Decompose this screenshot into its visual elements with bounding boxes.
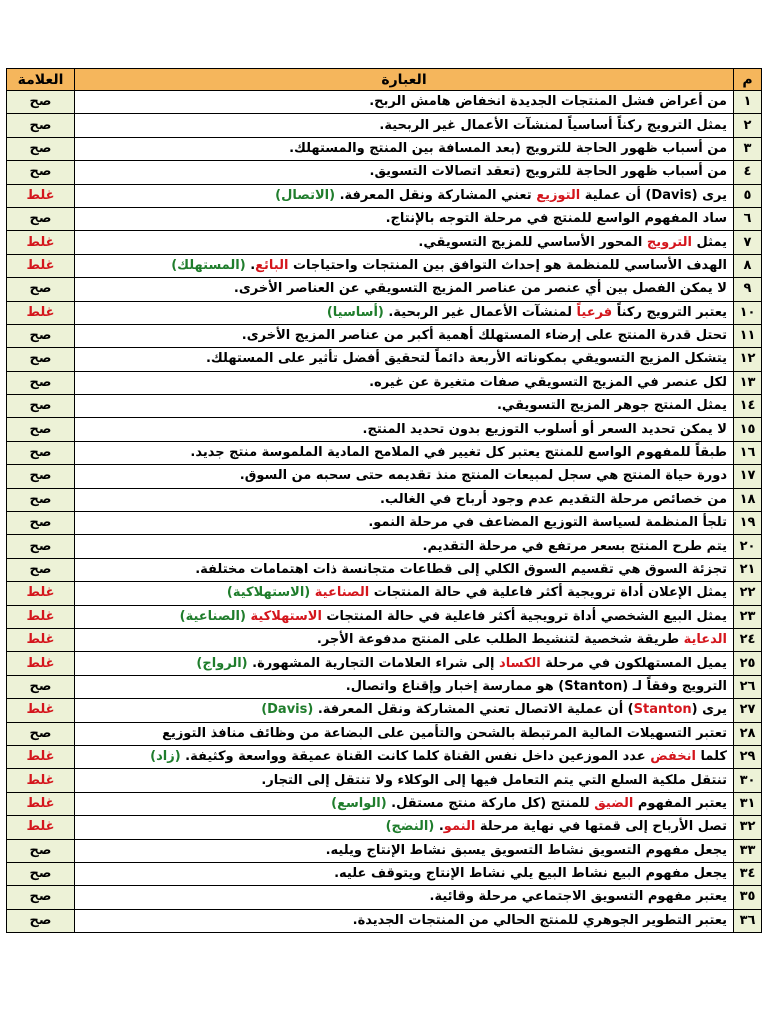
table-row: [7, 699, 762, 722]
row-statement: [75, 395, 734, 418]
table-row: [7, 745, 762, 768]
row-mark: صح: [7, 722, 75, 745]
statement-text: يرى (Davis) أن عملية: [580, 187, 727, 203]
table-row: [7, 301, 762, 324]
wrong-term: الصناعية: [314, 585, 370, 601]
row-statement: [75, 231, 734, 254]
row-number: ٢٦: [734, 675, 762, 698]
row-mark: غلط: [7, 582, 75, 605]
row-number: ٤: [734, 161, 762, 184]
row-number: ٣٤: [734, 862, 762, 885]
row-mark: صح: [7, 862, 75, 885]
table-row: [7, 886, 762, 909]
row-statement: [75, 348, 734, 371]
row-statement: [75, 91, 734, 114]
statement-text: إلى شراء العلامات التجارية المشهورة.: [247, 655, 500, 671]
statement-text: تصل الأرباح إلى قمتها في نهاية مرحلة: [475, 819, 727, 835]
row-number: ١٣: [734, 371, 762, 394]
correction-term: (الواسع): [331, 795, 387, 811]
table-row: [7, 418, 762, 441]
row-mark: غلط: [7, 184, 75, 207]
statement-text: طبقاً للمفهوم الواسع للمنتج يعتبر كل تغيير في الملامح المادية الملموسة منتج جديد.: [190, 445, 727, 461]
table-row: [7, 816, 762, 839]
row-statement: [75, 582, 734, 605]
correction-term: (الرواج): [196, 655, 248, 671]
statement-text: يعتبر مفهوم التسويق الاجتماعي مرحلة وقائية.: [429, 889, 727, 905]
table-row: [7, 114, 762, 137]
table-row: [7, 722, 762, 745]
correction-term: (Davis): [261, 702, 314, 718]
statement-text: يتشكل المزيج التسويقي بمكوناته الأربعة دائماً لتحقيق أفضل تأثير على المستهلك.: [205, 351, 727, 367]
row-number: ٢: [734, 114, 762, 137]
row-mark: صح: [7, 512, 75, 535]
row-statement: [75, 161, 734, 184]
correction-term: (زاد): [150, 749, 181, 765]
statement-text: تنتقل ملكية السلع التي يتم التعامل فيها إلى الوكلاء ولا تنتقل إلى التجار.: [261, 772, 727, 788]
row-statement: [75, 699, 734, 722]
row-statement: [75, 722, 734, 745]
table-row: [7, 769, 762, 792]
row-number: ٢١: [734, 558, 762, 581]
row-mark: صح: [7, 137, 75, 160]
row-statement: [75, 862, 734, 885]
wrong-term: الضيق: [594, 795, 634, 811]
statement-text: يميل المستهلكون في مرحلة: [540, 655, 727, 671]
statement-text: الهدف الأساسي للمنظمة هو إحداث التوافق بين المنتجات واحتياجات: [288, 257, 727, 273]
table-row: [7, 184, 762, 207]
table-header: [7, 69, 762, 91]
row-statement: [75, 324, 734, 347]
row-number: ٩: [734, 278, 762, 301]
correction-term: (المستهلك): [171, 257, 246, 273]
row-mark: غلط: [7, 745, 75, 768]
table-row: [7, 512, 762, 535]
row-statement: [75, 301, 734, 324]
table-row: [7, 465, 762, 488]
row-number: ٣٣: [734, 839, 762, 862]
row-mark: صح: [7, 488, 75, 511]
row-mark: صح: [7, 675, 75, 698]
row-mark: غلط: [7, 792, 75, 815]
statement-text: لمنشآت الأعمال غير الربحية.: [383, 304, 577, 320]
statement-text: يتم طرح المنتج بسعر مرتفع في مرحلة التقديم.: [422, 538, 727, 554]
row-statement: [75, 137, 734, 160]
correction-term: (الاتصال): [275, 187, 336, 203]
row-number: ١٩: [734, 512, 762, 535]
row-number: ١٧: [734, 465, 762, 488]
table-row: [7, 161, 762, 184]
statement-text: تعتبر التسهيلات المالية المرتبطة بالشحن والتأمين على البضاعة من وظائف منافذ التوزيع: [162, 725, 727, 741]
row-mark: صح: [7, 324, 75, 347]
answer-key-sheet: [6, 68, 762, 933]
table-row: [7, 231, 762, 254]
wrong-term: النمو: [443, 819, 476, 835]
row-number: ١٨: [734, 488, 762, 511]
row-statement: [75, 184, 734, 207]
row-number: ١٢: [734, 348, 762, 371]
row-mark: صح: [7, 278, 75, 301]
table-row: [7, 348, 762, 371]
table-row: [7, 488, 762, 511]
row-number: ٢٠: [734, 535, 762, 558]
statement-text: ) أن عملية الاتصال تعني المشاركة ونقل المعرفة.: [313, 702, 634, 718]
header-mark: العلامة: [7, 69, 75, 91]
row-number: ٥: [734, 184, 762, 207]
table-row: [7, 254, 762, 277]
statement-text: لا يمكن الفصل بين أي عنصر من عناصر المزيج التسويقي عن العناصر الأخرى.: [233, 281, 727, 297]
statement-text: كلما: [696, 749, 727, 765]
wrong-term: انخفض: [650, 749, 696, 765]
row-mark: صح: [7, 371, 75, 394]
row-statement: [75, 254, 734, 277]
row-statement: [75, 605, 734, 628]
table-row: [7, 558, 762, 581]
row-statement: [75, 207, 734, 230]
row-mark: صح: [7, 535, 75, 558]
row-mark: صح: [7, 91, 75, 114]
row-statement: [75, 512, 734, 535]
statement-text: يمثل الترويج ركناً أساسياً لمنشآت الأعمال غير الربحية.: [379, 117, 727, 133]
row-number: ٣١: [734, 792, 762, 815]
statement-text: من أسباب ظهور الحاجة للترويج (تعقد اتصالات التسويق.: [369, 164, 727, 180]
row-statement: [75, 371, 734, 394]
row-mark: غلط: [7, 301, 75, 324]
statement-text: عدد الموزعين داخل نفس القناة كلما كانت القناة عميقة وواسعة وكثيفة.: [180, 749, 651, 765]
row-number: ٢٥: [734, 652, 762, 675]
row-statement: [75, 652, 734, 675]
row-number: ٢٨: [734, 722, 762, 745]
row-mark: غلط: [7, 628, 75, 651]
statement-text: طريقة شخصية لتنشيط الطلب على المنتج مدفوعة الأجر.: [316, 632, 684, 648]
table-row: [7, 371, 762, 394]
statement-text: يعتبر التطوير الجوهري للمنتج الحالي من المنتجات الجديدة.: [352, 912, 727, 928]
statement-text: من أعراض فشل المنتجات الجديدة انخفاض هامش الربح.: [369, 94, 727, 110]
row-number: ٢٧: [734, 699, 762, 722]
table-row: [7, 628, 762, 651]
row-statement: [75, 558, 734, 581]
table-row: [7, 535, 762, 558]
table-row: [7, 839, 762, 862]
row-mark: صح: [7, 114, 75, 137]
table-row: [7, 792, 762, 815]
row-mark: غلط: [7, 652, 75, 675]
row-mark: صح: [7, 909, 75, 932]
row-mark: صح: [7, 886, 75, 909]
row-statement: [75, 465, 734, 488]
row-number: ٨: [734, 254, 762, 277]
table-row: [7, 91, 762, 114]
row-statement: [75, 792, 734, 815]
wrong-term: الكساد: [499, 655, 541, 671]
row-statement: [75, 278, 734, 301]
table-row: [7, 137, 762, 160]
answer-key-table: [6, 68, 762, 933]
row-number: ١: [734, 91, 762, 114]
row-mark: غلط: [7, 816, 75, 839]
row-statement: [75, 488, 734, 511]
statement-text: تجزئة السوق هي تقسيم السوق الكلي إلى قطاعات متجانسة ذات اهتمامات مختلفة.: [195, 562, 727, 577]
table-row: [7, 652, 762, 675]
row-statement: [75, 418, 734, 441]
statement-text: من خصائص مرحلة التقديم عدم وجود أرباح في الغالب.: [380, 491, 727, 507]
statement-text: دورة حياة المنتج هي سجل لمبيعات المنتج منذ تقديمه حتى سحبه من السوق.: [239, 468, 727, 484]
statement-text: يمثل الإعلان أداة ترويجية أكثر فاعلية في حالة المنتجات: [369, 585, 727, 601]
row-number: ٢٢: [734, 582, 762, 605]
row-mark: صح: [7, 441, 75, 464]
statement-text: ساد المفهوم الواسع للمنتج في مرحلة التوجه بالإنتاج.: [385, 211, 727, 227]
wrong-term: فرعياً: [576, 304, 613, 320]
table-row: [7, 582, 762, 605]
header-number: م: [734, 69, 762, 91]
statement-text: يرى (: [691, 702, 727, 718]
statement-text: لكل عنصر في المزيج التسويقي صفات متغيرة عن غيره.: [369, 374, 727, 390]
statement-text: للمنتج (كل ماركة منتج مستقل.: [386, 795, 595, 811]
row-number: ٣٠: [734, 769, 762, 792]
row-number: ٣٢: [734, 816, 762, 839]
row-mark: صح: [7, 418, 75, 441]
statement-text: تلجأ المنظمة لسياسة التوزيع المضاعف في مرحلة النمو.: [368, 515, 727, 531]
table-row: [7, 909, 762, 932]
row-mark: صح: [7, 207, 75, 230]
row-statement: [75, 441, 734, 464]
row-statement: [75, 909, 734, 932]
statement-text: يجعل مفهوم البيع نشاط البيع يلي نشاط الإنتاج ويتوقف عليه.: [334, 866, 727, 882]
row-mark: صح: [7, 465, 75, 488]
row-statement: [75, 628, 734, 651]
row-mark: غلط: [7, 605, 75, 628]
statement-text: المحور الأساسي للمزيج التسويقي.: [418, 234, 647, 250]
wrong-term: الاستهلاكية: [250, 608, 322, 624]
row-number: ٢٩: [734, 745, 762, 768]
row-number: ١٥: [734, 418, 762, 441]
row-mark: صح: [7, 395, 75, 418]
row-statement: [75, 114, 734, 137]
row-number: ١٠: [734, 301, 762, 324]
table-row: [7, 441, 762, 464]
correction-term: (الصناعية): [179, 608, 246, 624]
statement-text: يجعل مفهوم التسويق نشاط التسويق يسبق نشاط الإنتاج ويليه.: [325, 842, 727, 858]
statement-text: لا يمكن تحديد السعر أو أسلوب التوزيع بدون تحديد المنتج.: [362, 421, 727, 437]
row-number: ١٦: [734, 441, 762, 464]
row-number: ٧: [734, 231, 762, 254]
correction-term: (أساسيا): [326, 304, 384, 320]
row-number: ٣٥: [734, 886, 762, 909]
correction-term: (الاستهلاكية): [226, 585, 311, 601]
table-body: [7, 91, 762, 933]
wrong-term: الدعاية: [683, 632, 727, 648]
row-statement: [75, 769, 734, 792]
statement-text: يمثل البيع الشخصي أداة ترويجية أكثر فاعلية في حالة المنتجات: [321, 608, 727, 624]
table-row: [7, 324, 762, 347]
row-mark: غلط: [7, 769, 75, 792]
wrong-term: الترويج: [646, 234, 692, 250]
row-number: ٦: [734, 207, 762, 230]
row-statement: [75, 839, 734, 862]
statement-text: يمثل المنتج جوهر المزيج التسويقي.: [496, 398, 727, 414]
statement-text: تحتل قدرة المنتج على إرضاء المستهلك أهمية أكبر من عناصر المزيج الأخرى.: [241, 328, 727, 344]
table-row: [7, 675, 762, 698]
row-number: ١١: [734, 324, 762, 347]
table-row: [7, 207, 762, 230]
row-statement: [75, 745, 734, 768]
row-statement: [75, 816, 734, 839]
row-mark: صح: [7, 161, 75, 184]
row-number: ٣٦: [734, 909, 762, 932]
row-mark: صح: [7, 839, 75, 862]
row-number: ٢٣: [734, 605, 762, 628]
row-statement: [75, 886, 734, 909]
row-statement: [75, 675, 734, 698]
statement-text: يعتبر المفهوم: [633, 795, 727, 811]
statement-text: .: [434, 819, 444, 835]
statement-text: يمثل: [691, 234, 727, 250]
row-mark: غلط: [7, 231, 75, 254]
table-row: [7, 605, 762, 628]
table-row: [7, 862, 762, 885]
statement-text: من أسباب ظهور الحاجة للترويج (بعد المسافة بين المنتج والمستهلك.: [289, 140, 727, 156]
statement-text: يعتبر الترويج ركناً: [612, 304, 727, 320]
wrong-term: التوزيع: [536, 187, 581, 203]
wrong-term: Stanton: [633, 702, 692, 718]
statement-text: .: [245, 257, 256, 273]
row-statement: [75, 535, 734, 558]
row-mark: صح: [7, 348, 75, 371]
statement-text: تعني المشاركة ونقل المعرفة.: [335, 187, 537, 203]
table-row: [7, 395, 762, 418]
row-mark: غلط: [7, 254, 75, 277]
correction-term: (النضج): [385, 819, 435, 835]
statement-text: الترويج وفقاً لـ (Stanton) هو ممارسة إخبار وإقناع واتصال.: [345, 678, 727, 694]
row-mark: صح: [7, 558, 75, 581]
row-number: ١٤: [734, 395, 762, 418]
wrong-term: البائع: [255, 257, 289, 273]
row-number: ٢٤: [734, 628, 762, 651]
header-row: [7, 69, 762, 91]
table-row: [7, 278, 762, 301]
row-mark: غلط: [7, 699, 75, 722]
row-number: ٣: [734, 137, 762, 160]
header-statement: العبارة: [75, 69, 734, 91]
